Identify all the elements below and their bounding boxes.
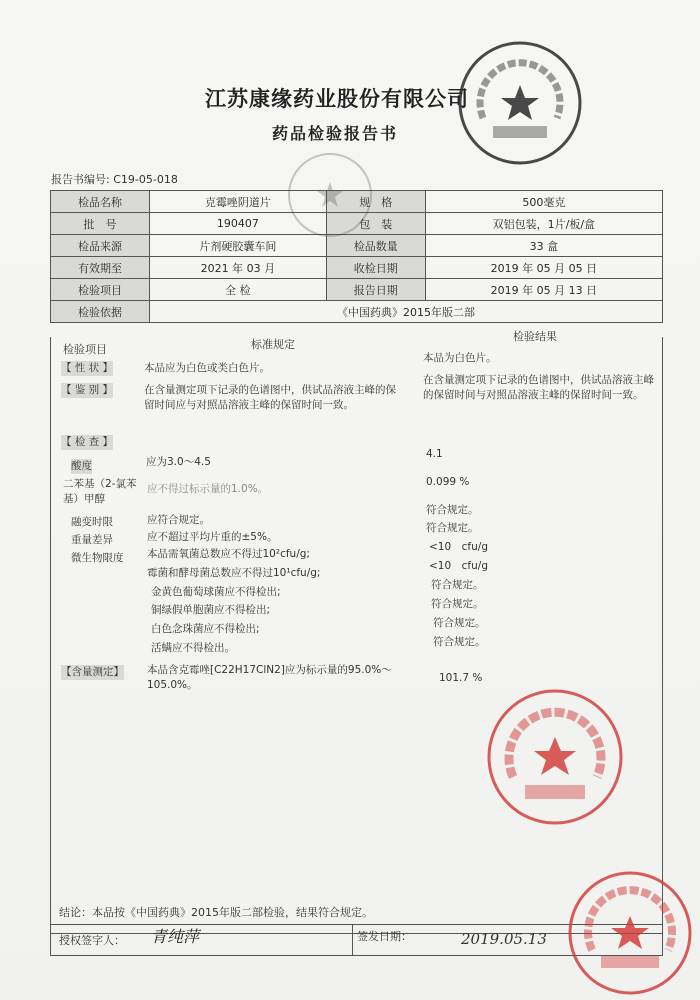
qty-label: 检品数量	[326, 235, 425, 257]
report-number: 报告书编号: C19-05-018	[51, 173, 178, 186]
micro-standard-3: 金黄色葡萄球菌应不得检出;	[151, 586, 281, 598]
source-value: 片剂硬胶囊车间	[150, 235, 327, 257]
micro-standard-4: 铜绿假单胞菌应不得检出;	[151, 604, 271, 616]
product-label: 检品名称	[51, 191, 150, 213]
basis-label: 检验依据	[51, 301, 150, 323]
batch-label: 批 号	[51, 213, 150, 235]
assay-label: 【含量测定】	[61, 666, 124, 678]
micro-standard-5: 白色念珠菌应不得检出;	[151, 623, 260, 635]
source-label: 检品来源	[51, 235, 150, 257]
item-label: 检验项目	[51, 279, 150, 301]
impurity-result: 0.099 %	[426, 476, 470, 488]
col-header-result: 检验结果	[513, 330, 557, 343]
micro-standard-2: 霉菌和酵母菌总数应不得过10¹cfu/g;	[147, 567, 321, 579]
micro-standard-6: 活螨应不得检出。	[151, 642, 235, 654]
melt-standard: 应符合规定。	[147, 514, 210, 526]
micro-standard-1: 本品需氧菌总数应不得过10²cfu/g;	[147, 548, 310, 560]
report-title: 药品检验报告书	[272, 124, 399, 143]
char-standard: 本品应为白色或类白色片。	[144, 362, 270, 374]
ident-result: 在含量测定项下记录的色谱图中，供试品溶液主峰的保留时间与对照品溶液主峰的保留时间一致。	[423, 374, 654, 401]
qty-value: 33 盒	[425, 235, 662, 257]
results-box	[50, 330, 663, 934]
impurity-label: 二苯基（2-氯苯基）甲醇	[63, 478, 137, 505]
melt-label: 融变时限	[71, 516, 113, 528]
melt-result: 符合规定。	[426, 504, 479, 516]
item-value: 全 检	[150, 279, 327, 301]
micro-result-5: 符合规定。	[433, 617, 486, 629]
acid-label: 酸度	[71, 460, 92, 472]
weight-standard: 应不超过平均片重的±5%。	[147, 531, 278, 543]
date-label: 签发日期：	[357, 930, 412, 943]
quality-seal-stamp	[565, 868, 695, 998]
micro-result-3: 符合规定。	[431, 579, 484, 591]
recv-label: 收检日期	[326, 257, 425, 279]
expiry-value: 2021 年 03 月	[150, 257, 327, 279]
col-header-standard: 标准规定	[251, 338, 295, 351]
char-label: 【 性 状 】	[61, 362, 114, 374]
signer-signature: 青纯萍	[151, 927, 200, 946]
impurity-standard: 应不得过标示量的1.0%。	[147, 483, 269, 495]
distributor-seal-stamp	[483, 685, 628, 830]
acid-result: 4.1	[426, 448, 443, 460]
sign-date: 2019.05.13	[461, 930, 547, 948]
check-label: 【 检 查 】	[61, 436, 114, 448]
spec-label: 规 格	[326, 191, 425, 213]
basis-value: 《中国药典》2015年版二部	[150, 301, 663, 323]
micro-result-6: 符合规定。	[433, 636, 486, 648]
char-result: 本品为白色片。	[423, 352, 497, 364]
faded-seal-stamp	[285, 150, 375, 240]
report-date-value: 2019 年 05 月 13 日	[425, 279, 662, 301]
recv-value: 2019 年 05 月 05 日	[425, 257, 662, 279]
col-header-item: 检验项目	[63, 343, 107, 356]
weight-result: 符合规定。	[426, 522, 479, 534]
micro-label: 微生物限度	[71, 552, 124, 564]
signer-label: 授权签字人：	[59, 934, 125, 947]
ident-standard: 在含量测定项下记录的色谱图中，供试品溶液主峰的保留时间应与对照品溶液主峰的保留时间一致。	[144, 384, 396, 411]
spec-value: 500毫克	[425, 191, 662, 213]
assay-result: 101.7 %	[439, 672, 483, 684]
signature-divider	[352, 925, 353, 955]
conclusion: 结论：本品按《中国药典》2015年版二部检验，结果符合规定。	[59, 906, 373, 919]
package-value: 双铝包装，1片/板/盒	[425, 213, 662, 235]
micro-result-1: <10 cfu/g	[429, 541, 488, 553]
micro-result-2: <10 cfu/g	[429, 560, 488, 572]
report-date-label: 报告日期	[326, 279, 425, 301]
package-label: 包 装	[326, 213, 425, 235]
company-seal-stamp	[455, 38, 585, 168]
micro-result-4: 符合规定。	[431, 598, 484, 610]
batch-value: 190407	[150, 213, 327, 235]
assay-standard: 本品含克霉唑[C22H17ClN2]应为标示量的95.0%～105.0%。	[147, 664, 392, 691]
ident-label: 【 鉴 别 】	[61, 384, 114, 396]
expiry-label: 有效期至	[51, 257, 150, 279]
company-name: 江苏康缘药业股份有限公司	[205, 87, 469, 111]
weight-label: 重量差异	[71, 534, 113, 546]
acid-standard: 应为3.0～4.5	[146, 456, 211, 468]
product-value: 克霉唑阴道片	[150, 191, 327, 213]
